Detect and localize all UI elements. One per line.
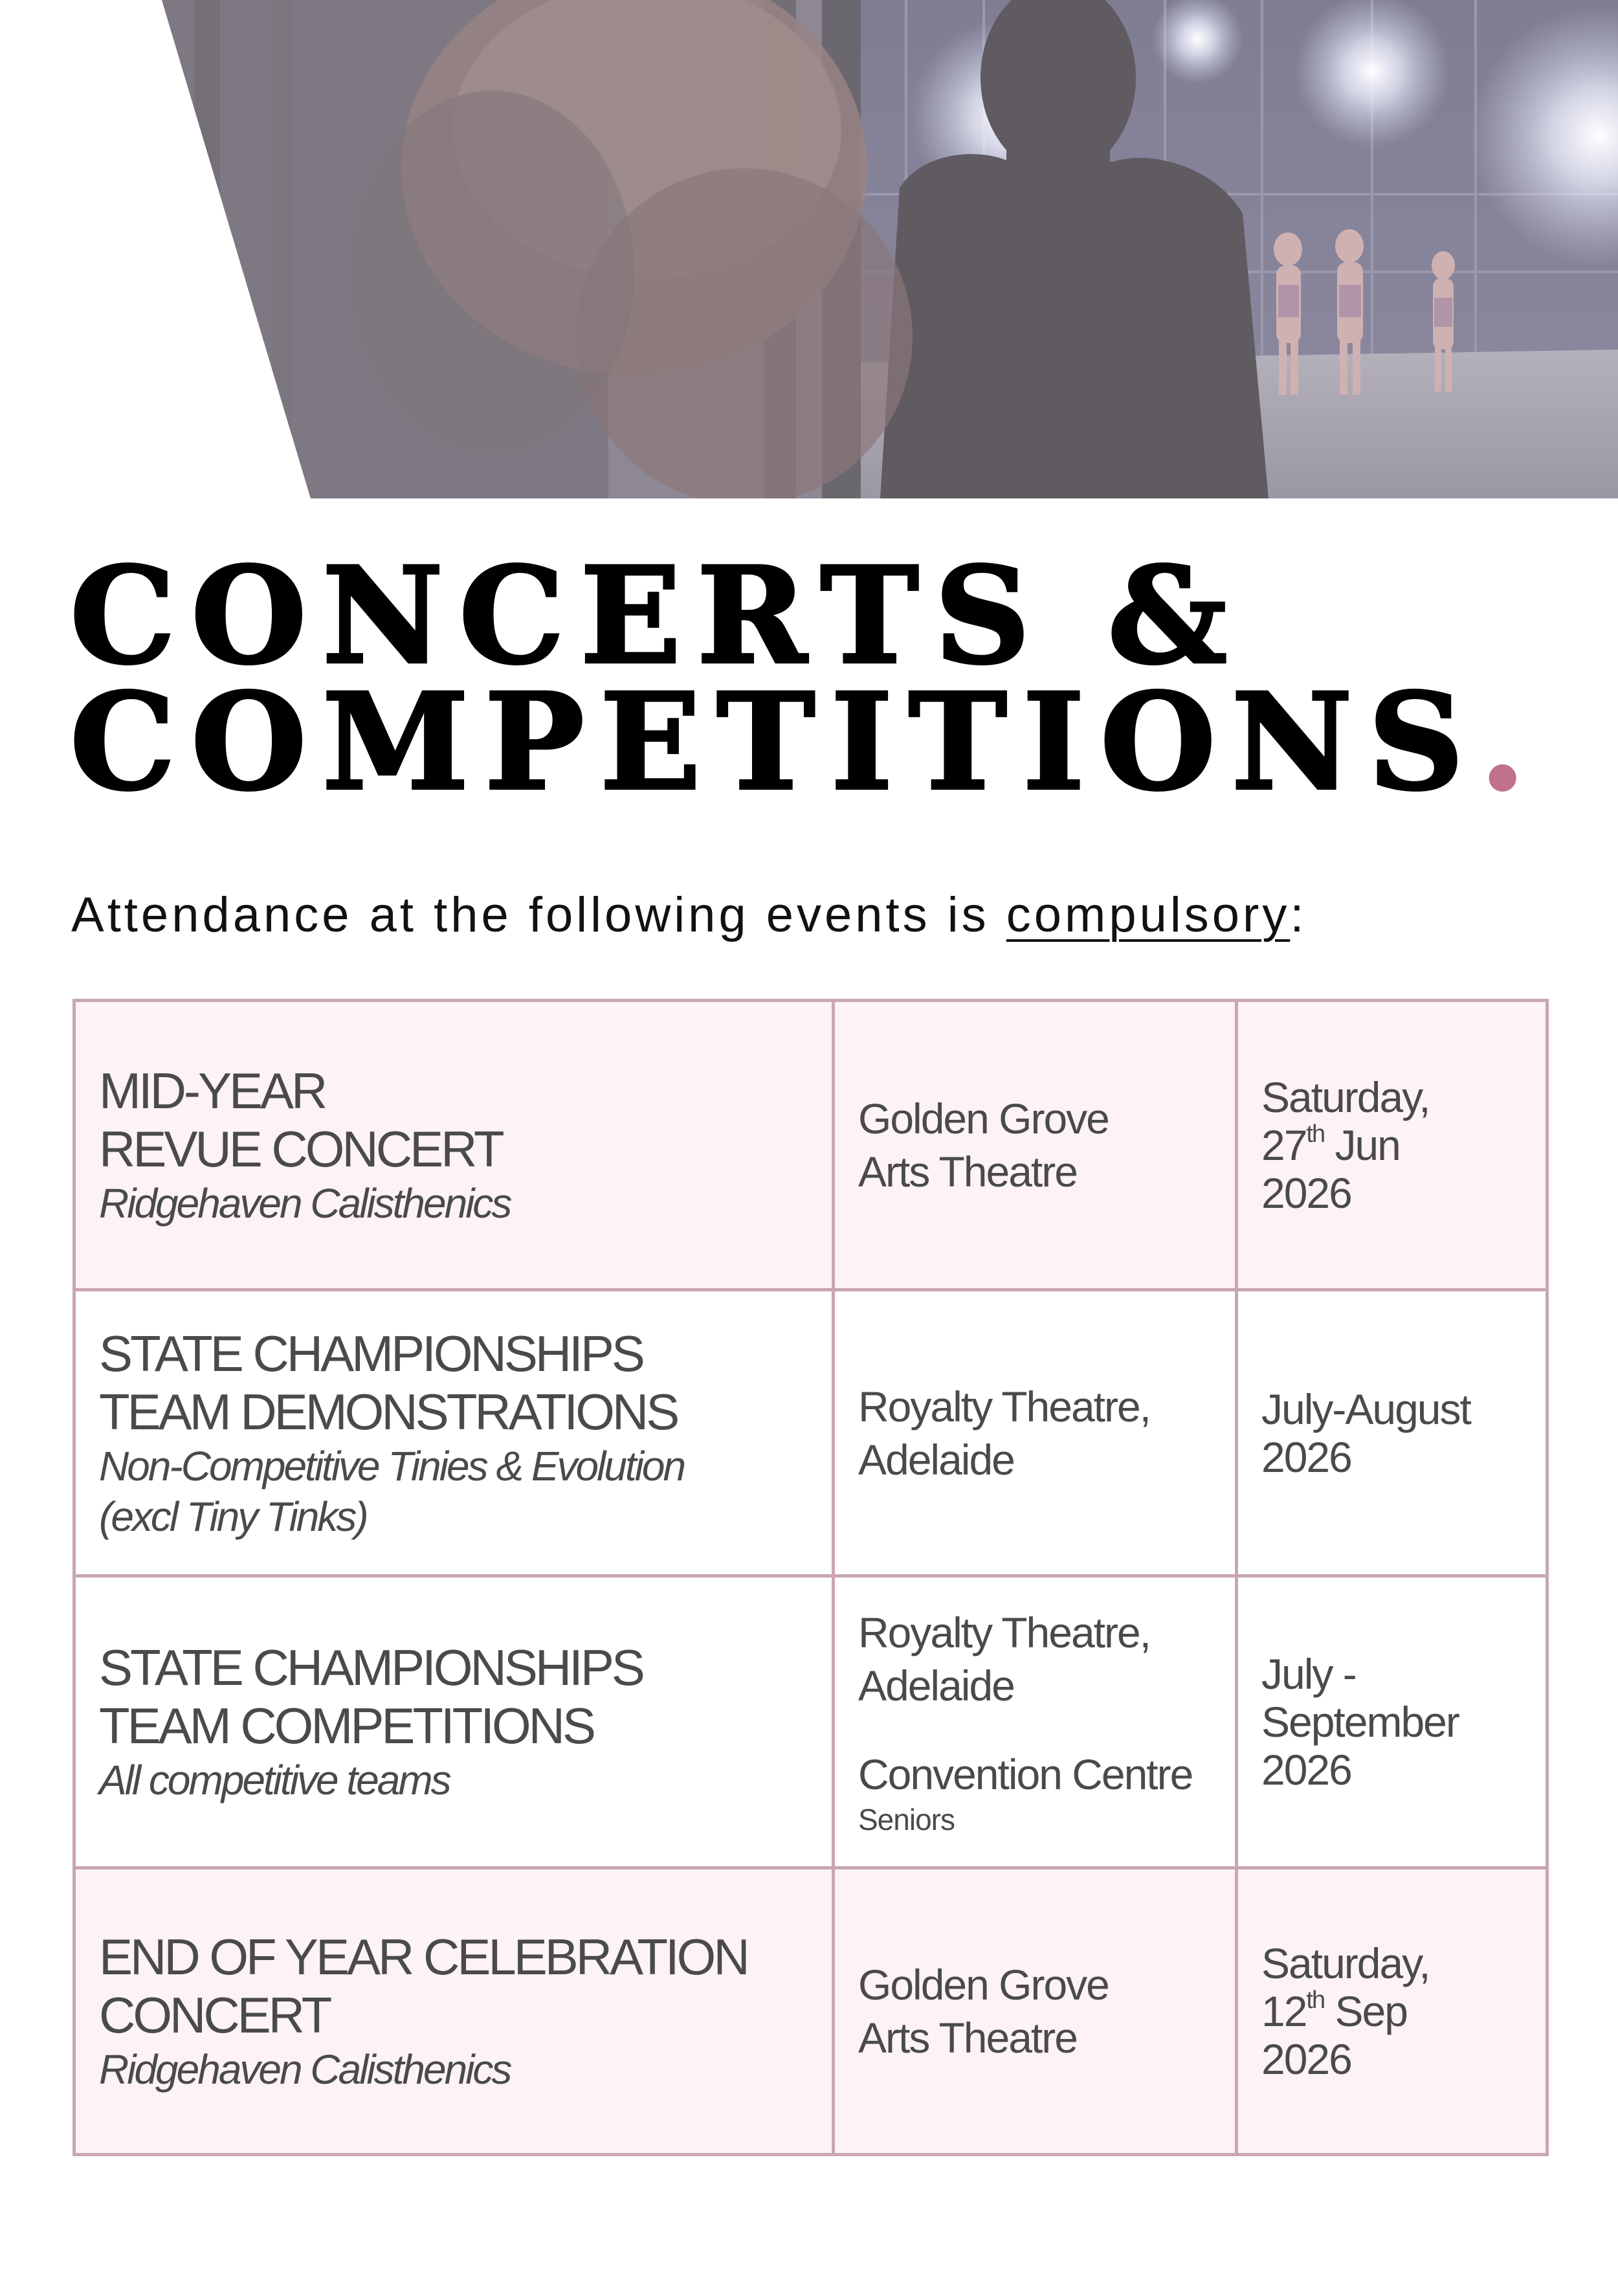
intro-prefix: Attendance at the following events is [71,887,1006,942]
event-cell [74,1290,834,1576]
date-ordinal: th [1306,1120,1325,1148]
event-name-line: MID-YEAR [99,1062,326,1119]
event-cell [74,1868,834,2155]
date-daymonth [1261,1987,1522,2035]
title-line-2-text: COMPETITIONS [70,665,1479,820]
venue [858,1958,1212,2064]
event-name-line: STATE CHAMPIONSHIPS [99,1639,643,1696]
title-accent-dot: . [1479,665,1526,820]
venue [858,1092,1212,1198]
event-cell [74,1576,834,1868]
event-subtitle [99,1755,808,1805]
table-row [74,1576,1547,1868]
date-day: Saturday, [1261,1939,1430,1987]
date-line: September [1261,1698,1459,1746]
event-subtitle-line: (excl Tiny Tinks) [99,1493,367,1540]
event-name [99,1928,808,2044]
date-cell [1237,1868,1547,2155]
venue-line: Golden Grove [858,1961,1109,2009]
event-subtitle [99,1178,808,1229]
backstage-image [0,0,1618,498]
venue-line: Royalty Theatre, [858,1382,1151,1431]
event-subtitle-line: All competitive teams [99,1757,450,1803]
table-row [74,1290,1547,1576]
venue-cell [834,1868,1237,2155]
intro-emphasis: compulsory [1006,887,1291,942]
title-line-1: CONCERTS & [70,539,1243,694]
date-cell [1237,1001,1547,1290]
event-name [99,1638,808,1755]
event-name-line: CONCERT [99,1987,330,2044]
venue-line: Adelaide [858,1435,1014,1484]
page-title [70,539,1526,820]
event-date [1261,1939,1522,2083]
venue-cell [834,1576,1237,1868]
event-subtitle-line: Ridgehaven Calisthenics [99,1180,511,1227]
venue [858,1606,1212,1838]
event-name [99,1062,808,1178]
date-ordinal: th [1306,1987,1325,2014]
date-daymonth [1261,1121,1522,1169]
table-row [74,1001,1547,1290]
event-name-line: TEAM DEMONSTRATIONS [99,1383,678,1440]
intro-suffix: : [1290,887,1307,942]
venue-cell [834,1290,1237,1576]
event-subtitle [99,2044,808,2095]
date-month: Sep [1324,1987,1407,2035]
venue [858,1380,1212,1486]
date-line: July - [1261,1650,1356,1698]
date-cell [1237,1290,1547,1576]
date-line: 2026 [1261,1746,1351,1794]
venue-line: Arts Theatre [858,2014,1077,2062]
event-name [99,1324,808,1441]
date-month: Jun [1324,1121,1400,1169]
date-line: July-August [1261,1385,1470,1433]
event-name-line: TEAM COMPETITIONS [99,1697,594,1754]
venue-note: Seniors [858,1802,955,1836]
event-date [1261,1385,1522,1481]
venue-line: Golden Grove [858,1095,1109,1142]
event-name-line: REVUE CONCERT [99,1120,502,1177]
attendance-intro [71,887,1307,943]
event-date [1261,1650,1522,1794]
date-number: 12 [1261,1987,1307,2035]
venue-cell [834,1001,1237,1290]
venue-line: Royalty Theatre, [858,1608,1151,1656]
date-cell [1237,1576,1547,1868]
venue-line: Adelaide [858,1661,1014,1710]
events-table [72,999,1549,2156]
date-year: 2026 [1261,2035,1351,2083]
event-subtitle-line: Non-Competitive Tinies & Evolution [99,1442,685,1489]
hero-photo [0,0,1618,498]
date-number: 27 [1261,1121,1307,1169]
title-line-2 [70,665,1526,820]
event-cell [74,1001,834,1290]
event-name-line: STATE CHAMPIONSHIPS [99,1324,643,1382]
event-subtitle [99,1441,808,1542]
event-subtitle-line: Ridgehaven Calisthenics [99,2046,511,2093]
event-name-line: END OF YEAR CELEBRATION [99,1928,748,1985]
date-day: Saturday, [1261,1073,1430,1121]
venue-line: Arts Theatre [858,1148,1077,1196]
event-date [1261,1073,1522,1217]
date-line: 2026 [1261,1432,1351,1481]
table-row [74,1868,1547,2155]
venue-line: Convention Centre [858,1750,1193,1798]
date-year: 2026 [1261,1169,1351,1217]
